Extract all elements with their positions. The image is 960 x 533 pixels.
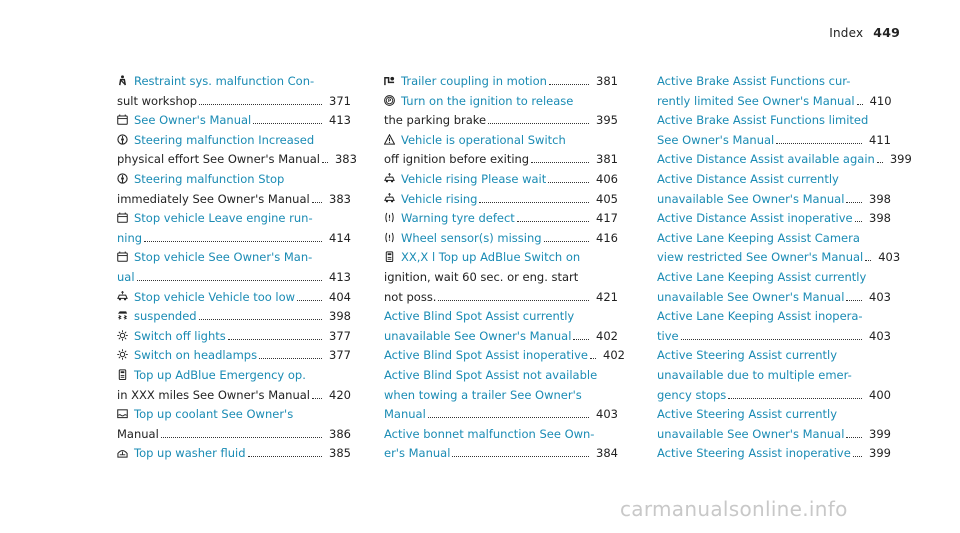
- dot-leader: [857, 104, 863, 105]
- page-reference[interactable]: 399: [869, 426, 891, 441]
- index-entry: [117, 405, 351, 444]
- index-line: [117, 346, 351, 366]
- page-reference[interactable]: 403: [596, 407, 618, 422]
- index-line: [117, 92, 351, 112]
- index-link-text[interactable]: Switch off lights: [134, 328, 226, 343]
- dot-leader: [853, 456, 862, 457]
- dot-leader: [517, 221, 589, 222]
- page-reference[interactable]: 414: [329, 230, 351, 245]
- page-reference[interactable]: 398: [869, 191, 891, 206]
- index-line: [657, 150, 912, 170]
- index-line: [117, 170, 351, 190]
- page-reference[interactable]: 420: [329, 387, 351, 402]
- index-line: [117, 190, 351, 210]
- dot-leader: [776, 143, 862, 144]
- index-link-text[interactable]: Steering malfunction Increased: [134, 132, 315, 147]
- index-entry: [117, 248, 351, 287]
- dot-leader: [452, 456, 589, 457]
- index-line: [384, 444, 618, 464]
- index-link-text[interactable]: Restraint sys. malfunction Con-: [134, 74, 315, 88]
- page-reference[interactable]: 371: [329, 93, 351, 108]
- dot-leader: [681, 339, 862, 340]
- index-line: [384, 405, 618, 425]
- index-text: immediately See Owner's Manual: [117, 191, 310, 206]
- dot-leader: [161, 437, 322, 438]
- index-entry: [117, 444, 351, 464]
- coolant-icon: [117, 408, 128, 419]
- index-link-text[interactable]: Vehicle rising Please wait: [401, 171, 547, 186]
- index-line: [657, 131, 891, 151]
- index-link-text[interactable]: XX,X l Top up AdBlue Switch on: [401, 250, 581, 265]
- page-reference[interactable]: 403: [878, 250, 901, 265]
- page-reference[interactable]: 404: [329, 289, 351, 304]
- index-entry: [657, 111, 891, 150]
- index-link-text[interactable]: Active Lane Keeping Assist inopera-: [657, 309, 863, 324]
- index-entry: [384, 170, 618, 190]
- index-link-text[interactable]: Top up coolant See Owner's: [134, 407, 294, 422]
- dot-leader: [855, 221, 862, 222]
- car-warning-icon: [117, 212, 128, 223]
- page-reference[interactable]: 403: [869, 328, 891, 343]
- index-line: [384, 307, 618, 327]
- index-link-text[interactable]: Active Blind Spot Assist currently: [384, 309, 575, 324]
- index-link-text[interactable]: Stop vehicle Leave engine run-: [134, 211, 313, 226]
- index-entry: [117, 307, 351, 327]
- index-line: [384, 425, 618, 445]
- index-entry: [384, 190, 618, 210]
- index-link-text[interactable]: Active Distance Assist available again: [657, 152, 875, 167]
- car-warning-icon: [117, 251, 128, 262]
- page-reference[interactable]: 400: [869, 387, 891, 402]
- index-entry: [657, 307, 891, 346]
- index-line: [117, 150, 357, 170]
- index-line: [117, 327, 351, 347]
- index-entry: [657, 229, 901, 268]
- dot-leader: [548, 182, 589, 183]
- index-entry: [117, 209, 351, 248]
- index-line: [657, 366, 891, 386]
- index-entry: [117, 346, 351, 366]
- index-line: [657, 111, 891, 131]
- steering-warning-icon: [117, 134, 128, 145]
- index-line: [117, 248, 351, 268]
- index-entry: [384, 209, 618, 229]
- index-link-text[interactable]: gency stops: [657, 387, 727, 402]
- index-link-text[interactable]: tive: [657, 328, 679, 343]
- index-link-text[interactable]: unavailable due to multiple emer-: [657, 367, 852, 382]
- svg-text:P: P: [387, 98, 392, 104]
- index-link-text[interactable]: Active Distance Assist inoperative: [657, 211, 853, 226]
- index-text: physical effort See Owner's Manual: [117, 152, 320, 167]
- page-reference[interactable]: 386: [329, 426, 351, 441]
- index-link-text[interactable]: Active Steering Assist currently: [657, 348, 838, 363]
- index-entry: [384, 131, 618, 170]
- dot-leader: [297, 300, 322, 301]
- index-entry: [657, 346, 891, 405]
- index-text: sult workshop: [117, 93, 198, 108]
- index-line: [384, 131, 618, 151]
- index-line: [657, 405, 891, 425]
- index-link-text[interactable]: Switch on headlamps: [134, 348, 258, 363]
- index-entry: [117, 111, 351, 131]
- dot-leader: [728, 398, 862, 399]
- index-line: [384, 268, 618, 288]
- index-link-text[interactable]: Active Steering Assist currently: [657, 407, 838, 422]
- parking-brake-icon: [384, 95, 395, 106]
- index-entry: [384, 425, 618, 464]
- index-link-text[interactable]: ual: [117, 269, 135, 284]
- light-icon: [117, 330, 128, 341]
- index-link-text[interactable]: Active Lane Keeping Assist currently: [657, 269, 867, 284]
- index-line: [384, 209, 618, 229]
- index-line: [657, 288, 891, 308]
- dot-leader: [846, 437, 862, 438]
- dot-leader: [322, 162, 328, 163]
- index-link-text[interactable]: unavailable See Owner's Manual: [384, 328, 572, 343]
- index-link-text[interactable]: Vehicle rising: [401, 191, 478, 206]
- index-entry: [384, 307, 618, 346]
- index-link-text[interactable]: Active Blind Spot Assist inoperative: [384, 348, 589, 363]
- dot-leader: [865, 260, 871, 261]
- dot-leader: [438, 300, 589, 301]
- index-line: [657, 327, 891, 347]
- index-link-text[interactable]: See Owner's Manual: [134, 113, 252, 128]
- index-link-text[interactable]: Trailer coupling in motion: [401, 74, 547, 88]
- index-link-text[interactable]: unavailable See Owner's Manual: [657, 426, 845, 441]
- index-line: [384, 386, 618, 406]
- index-line: [384, 229, 618, 249]
- page-reference[interactable]: 385: [329, 446, 351, 461]
- index-line: [657, 190, 891, 210]
- index-line: [384, 150, 618, 170]
- index-entry: [117, 327, 351, 347]
- index-line: [117, 268, 351, 288]
- index-link-text[interactable]: rently limited See Owner's Manual: [657, 93, 855, 108]
- index-line: [657, 72, 891, 92]
- index-line: [657, 386, 891, 406]
- page-reference[interactable]: 399: [869, 446, 891, 461]
- page-reference[interactable]: 403: [869, 289, 891, 304]
- index-column-3: [657, 72, 912, 464]
- page-reference[interactable]: 411: [869, 132, 891, 147]
- index-entry: [657, 444, 891, 464]
- index-entry: [117, 288, 351, 308]
- index-link-text[interactable]: ning: [117, 230, 143, 245]
- page-reference[interactable]: 406: [596, 171, 618, 186]
- page-reference[interactable]: 398: [329, 309, 351, 324]
- dot-leader: [531, 162, 589, 163]
- page-reference[interactable]: 413: [329, 269, 351, 284]
- index-text: Manual: [117, 426, 159, 441]
- index-line: [117, 111, 351, 131]
- index-link-text[interactable]: Active Lane Keeping Assist Camera: [657, 230, 860, 245]
- index-line: [117, 288, 351, 308]
- tyre-pressure-icon: [384, 212, 395, 223]
- index-entry: [117, 131, 357, 170]
- index-line: [384, 288, 618, 308]
- page-reference[interactable]: 384: [596, 446, 618, 461]
- page-reference[interactable]: 399: [889, 152, 912, 167]
- index-line: [657, 444, 891, 464]
- index-link-text[interactable]: See Owner's Manual: [657, 132, 775, 147]
- page-reference[interactable]: 405: [596, 191, 618, 206]
- index-link-text[interactable]: Vehicle is operational Switch: [401, 132, 566, 147]
- page-reference[interactable]: 402: [603, 348, 625, 363]
- trailer-icon: [384, 75, 395, 86]
- page-reference[interactable]: 421: [596, 289, 618, 304]
- index-entry: [117, 72, 351, 111]
- index-link-text[interactable]: Stop vehicle See Owner's Man-: [134, 250, 313, 265]
- dot-leader: [573, 339, 589, 340]
- index-line: [384, 111, 618, 131]
- page-reference[interactable]: 381: [596, 74, 618, 88]
- index-entry: [384, 346, 625, 366]
- index-entry: [384, 366, 618, 425]
- dot-leader: [488, 123, 589, 124]
- suspension-icon: [117, 310, 128, 321]
- index-link-text[interactable]: suspended: [134, 309, 197, 324]
- tyre-pressure-icon: [384, 232, 395, 243]
- vehicle-level-icon: [384, 173, 395, 184]
- index-line: [657, 170, 891, 190]
- page-header: [829, 25, 900, 40]
- dot-leader: [137, 280, 323, 281]
- index-link-text[interactable]: unavailable See Owner's Manual: [657, 191, 845, 206]
- header-title: Index: [829, 26, 864, 40]
- index-line: [657, 209, 891, 229]
- index-column-1: [117, 72, 357, 464]
- index-entry: [117, 366, 351, 405]
- page-reference[interactable]: 383: [334, 152, 357, 167]
- dot-leader: [846, 300, 862, 301]
- index-line: [117, 366, 351, 386]
- vehicle-level-icon: [384, 193, 395, 204]
- page-reference[interactable]: 410: [869, 93, 892, 108]
- index-column-2: [384, 72, 625, 464]
- index-entry: [657, 170, 891, 209]
- index-entry: [384, 248, 618, 307]
- index-link-text[interactable]: Stop vehicle Vehicle too low: [134, 289, 296, 304]
- page-reference[interactable]: 402: [596, 328, 618, 343]
- index-entry: [384, 72, 618, 92]
- page-reference[interactable]: 381: [596, 152, 618, 167]
- index-line: [657, 248, 901, 268]
- index-link-text[interactable]: Active Brake Assist Functions cur-: [657, 74, 851, 88]
- dot-leader: [144, 241, 322, 242]
- index-link-text[interactable]: unavailable See Owner's Manual: [657, 289, 845, 304]
- dot-leader: [544, 241, 589, 242]
- dot-leader: [259, 358, 322, 359]
- dot-leader: [877, 162, 883, 163]
- index-entry: [657, 405, 891, 444]
- dot-leader: [228, 339, 322, 340]
- index-entry: [657, 72, 891, 111]
- page-reference[interactable]: 417: [596, 211, 618, 226]
- index-text: the parking brake: [384, 113, 487, 128]
- index-line: [117, 405, 351, 425]
- warning-triangle-icon: [384, 134, 395, 145]
- index-text: not poss.: [384, 289, 437, 304]
- index-line: [384, 366, 618, 386]
- index-line: [657, 268, 891, 288]
- dot-leader: [479, 202, 589, 203]
- page-reference[interactable]: 377: [329, 328, 351, 343]
- index-link-text[interactable]: Active Steering Assist inoperative: [657, 446, 851, 461]
- index-line: [384, 170, 618, 190]
- index-link-text[interactable]: Active Blind Spot Assist not available: [384, 367, 598, 382]
- page-reference[interactable]: 377: [329, 348, 351, 363]
- index-line: [384, 346, 625, 366]
- vehicle-level-icon: [117, 291, 128, 302]
- index-line: [657, 229, 891, 249]
- index-line: [657, 92, 891, 112]
- adblue-icon: [384, 251, 395, 262]
- index-entry: [657, 150, 912, 170]
- index-link-text[interactable]: Active Brake Assist Functions limited: [657, 113, 869, 128]
- index-link-text[interactable]: Turn on the ignition to release: [401, 93, 574, 108]
- index-link-text[interactable]: Active Distance Assist currently: [657, 171, 839, 186]
- page-reference[interactable]: 416: [596, 230, 618, 245]
- index-link-text[interactable]: Manual: [384, 407, 426, 422]
- washer-fluid-icon: [117, 447, 128, 458]
- index-line: [384, 248, 618, 268]
- index-line: [657, 307, 891, 327]
- index-text: ignition, wait 60 sec. or eng. start: [384, 269, 579, 284]
- page-reference[interactable]: 395: [596, 113, 618, 128]
- steering-warning-icon: [117, 173, 128, 184]
- dot-leader: [428, 417, 589, 418]
- page-number: 449: [873, 25, 900, 40]
- index-line: [657, 425, 891, 445]
- dot-leader: [199, 104, 322, 105]
- dot-leader: [199, 319, 322, 320]
- index-line: [384, 92, 618, 112]
- index-line: [117, 229, 351, 249]
- index-link-text[interactable]: Wheel sensor(s) missing: [401, 230, 542, 245]
- dot-leader: [549, 84, 589, 85]
- seat-belt-icon: [117, 75, 128, 86]
- dot-leader: [248, 456, 323, 457]
- car-warning-icon: [117, 114, 128, 125]
- index-link-text[interactable]: Top up washer fluid: [134, 446, 246, 461]
- index-link-text[interactable]: when towing a trailer See Owner's: [384, 387, 582, 402]
- index-line: [117, 72, 351, 92]
- index-text: in XXX miles See Owner's Manual: [117, 387, 310, 402]
- index-text: off ignition before exiting: [384, 152, 530, 167]
- index-entry: [657, 268, 891, 307]
- index-entry: [384, 229, 618, 249]
- page-reference[interactable]: 413: [329, 113, 351, 128]
- index-line: [657, 346, 891, 366]
- index-link-text[interactable]: Warning tyre defect: [401, 211, 515, 226]
- index-line: [117, 131, 351, 151]
- index-line: [384, 72, 618, 92]
- index-link-text[interactable]: er's Manual: [384, 446, 451, 461]
- index-entry: [657, 209, 891, 229]
- index-entry: [117, 170, 351, 209]
- light-icon: [117, 349, 128, 360]
- index-entry: [384, 92, 618, 131]
- dot-leader: [312, 398, 322, 399]
- index-line: [117, 386, 351, 406]
- watermark: carmanualsonline.info: [620, 497, 848, 521]
- index-link-text[interactable]: Steering malfunction Stop: [134, 171, 285, 186]
- index-line: [117, 425, 351, 445]
- index-link-text[interactable]: view restricted See Owner's Manual: [657, 250, 864, 265]
- index-line: [384, 327, 618, 347]
- index-link-text[interactable]: Active bonnet malfunction See Own-: [384, 426, 595, 441]
- index-line: [117, 209, 351, 229]
- page-reference[interactable]: 398: [869, 211, 891, 226]
- index-line: [384, 190, 618, 210]
- dot-leader: [846, 202, 862, 203]
- dot-leader: [590, 358, 596, 359]
- index-line: [117, 307, 351, 327]
- index-link-text[interactable]: Top up AdBlue Emergency op.: [134, 367, 306, 382]
- dot-leader: [312, 202, 322, 203]
- dot-leader: [253, 123, 322, 124]
- index-line: [117, 444, 351, 464]
- page-reference[interactable]: 383: [329, 191, 351, 206]
- adblue-icon: [117, 369, 128, 380]
